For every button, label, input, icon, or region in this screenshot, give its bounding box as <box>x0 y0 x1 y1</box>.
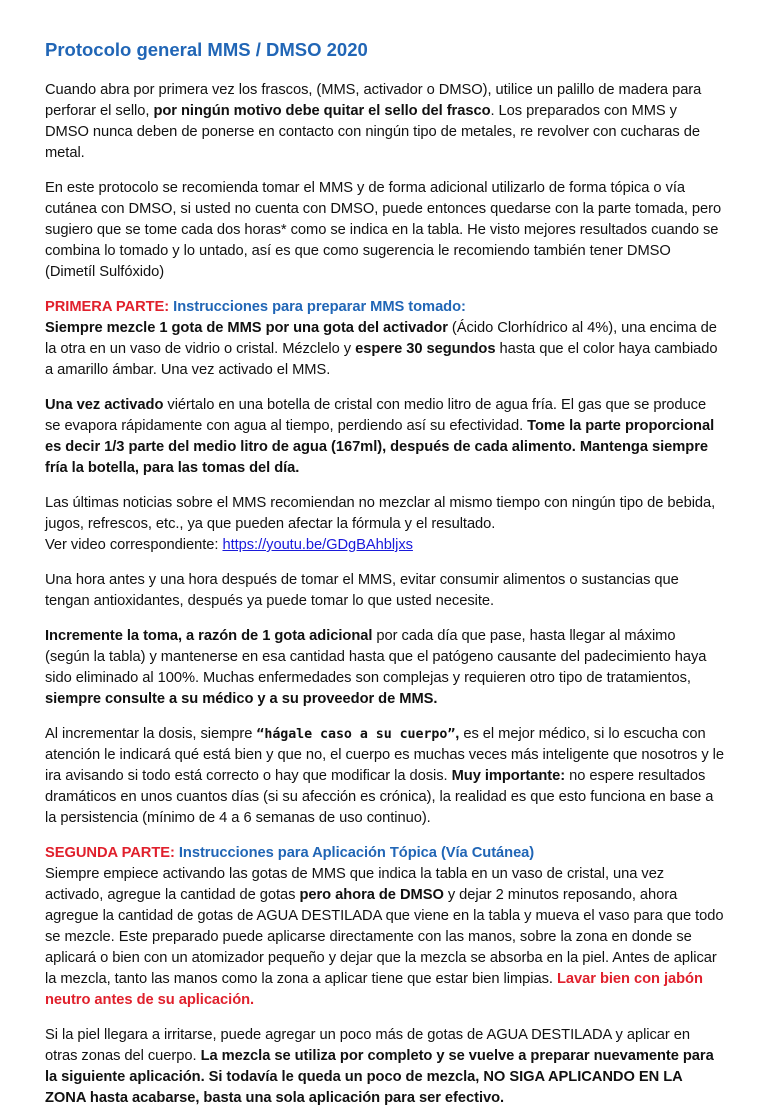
bold-text: Una vez activado <box>45 397 164 413</box>
video-link[interactable]: https://youtu.be/GDgBAhbljxs <box>222 537 413 553</box>
paragraph-mix-instructions <box>45 318 724 381</box>
text: Cuando abra por primera vez los frascos, (MMS, activador o DMSO), utilice un palillo de madera para perforar el sello, <box>45 82 702 119</box>
bold-text: Tome la parte proporcional es decir 1/3 parte del medio litro de agua (167ml), después de cada alimento. Mantenga siempre fría la botella, para las tomas del día. <box>45 418 715 476</box>
bold-text: pero ahora de DMSO <box>299 887 444 903</box>
warning-text: Lavar bien con jabón neutro antes de su aplicación. <box>45 971 703 1008</box>
paragraph-antioxidants <box>45 570 724 612</box>
text: (Ácido Clorhídrico al 4%), una encima de la otra en un vaso de vidrio o cristal. Mézclelo y <box>45 320 717 357</box>
bold-text: Siempre mezcle 1 gota de MMS por una gota del activador <box>45 320 448 336</box>
text: Al incrementar la dosis, siempre <box>45 726 257 742</box>
section-heading-part-one <box>45 297 724 318</box>
paragraph-latest-news <box>45 493 724 556</box>
text: Siempre empiece activando las gotas de MMS que indica la tabla en un vaso de cristal, una vez activado, agregue la cantidad de gotas <box>45 866 665 903</box>
paragraph-opening-bottles <box>45 80 724 164</box>
paragraph-increase-dose <box>45 626 724 710</box>
section-heading-part-two <box>45 843 724 864</box>
text: es el mejor médico, si lo escucha con atención le indicará qué está bien y que no, el cuerpo es muchas veces más inteligente que nosotros y le ira avisando si todo está correcto o hay que modificar la dosis. <box>45 726 725 784</box>
text: viértalo en una botella de cristal con medio litro de agua fría. El gas que se produce se evapora rápidamente con agua al tiempo, perdiendo así su efectividad. <box>45 397 707 434</box>
text: y dejar 2 minutos reposando, ahora agregue la cantidad de gotas de AGUA DESTILADA que viene en la tabla y mueva el vaso para que todo se mezcle. Este preparado puede aplicarse directamente con las manos, sobre la zona en donde se aplicará o bien con un atomizador pequeño y dejar que la mezcla se absorba en la piel. Antes de aplicar la mezcla, tanto las manos como la zona a aplicar tiene que estar bien limpias. <box>45 887 724 987</box>
part-one-label: PRIMERA PARTE: <box>45 299 170 315</box>
part-one-heading: Instrucciones para preparar MMS tomado: <box>169 299 466 315</box>
paragraph-topical-application <box>45 864 724 1011</box>
text: Las últimas noticias sobre el MMS recomiendan no mezclar al mismo tiempo con ningún tipo de bebida, jugos, refrescos, etc., ya que pueden afectar la fórmula y el resultado. <box>45 495 716 532</box>
paragraph-listen-body <box>45 724 724 829</box>
part-two-heading: Instrucciones para Aplicación Tópica (Vía Cutánea) <box>174 845 535 861</box>
bold-text: , <box>455 726 460 742</box>
text: . Los preparados con MMS y DMSO nunca deben de ponerse en contacto con ningún tipo de metales, re revolver con cucharas de metal. <box>45 103 700 161</box>
bold-text: La mezcla se utiliza por completo y se vuelve a preparar nuevamente para la siguiente aplicación. Si todavía le queda un poco de mezcla, NO SIGA APLICANDO EN LA ZONA hasta acabarse, basta una sola aplicación para ser efectivo. <box>45 1048 714 1106</box>
part-two-label: SEGUNDA PARTE: <box>45 845 175 861</box>
text: Una hora antes y una hora después de tomar el MMS, evitar consumir alimentos o sustancias que tengan antioxidantes, después ya puede tomar lo que usted necesite. <box>45 572 679 609</box>
quote-text: “hágale caso a su cuerpo” <box>256 727 456 742</box>
text: Si la piel llegara a irritarse, puede agregar un poco más de gotas de AGUA DESTILADA y aplicar en otras zonas del cuerpo. <box>45 1027 691 1064</box>
bold-text: Incremente la toma, a razón de 1 gota adicional <box>45 628 373 644</box>
bold-text: Muy importante: <box>451 768 566 784</box>
video-label: Ver video correspondiente: <box>45 537 223 553</box>
paragraph-skin-irritation <box>45 1025 724 1109</box>
text: por cada día que pase, hasta llegar al máximo (según la tabla) y mantenerse en esa cantidad hasta que el patógeno causante del padecimiento haya sido eliminado al 100%. Muchas enfermedades son complejas y requieren otro tipo de tratamientos, <box>45 628 707 686</box>
paragraph-protocol-intro <box>45 178 724 283</box>
bold-text: siempre consulte a su médico y a su proveedor de MMS. <box>45 691 438 707</box>
text: En este protocolo se recomienda tomar el MMS y de forma adicional utilizarlo de forma tópica o vía cutánea con DMSO, si usted no cuenta con DMSO, puede entonces quedarse con la parte tomada, pero sugiero que se tome cada dos horas* como se indica en la tabla. He visto mejores resultados cuando se combina lo tomado y lo untado, así es que como sugerencia le recomiendo también tener DMSO (Dimetíl Sulfóxido) <box>45 180 722 280</box>
text: hasta que el color haya cambiado a amarillo ámbar. Una vez activado el MMS. <box>45 341 718 378</box>
bold-text: espere 30 segundos <box>355 341 496 357</box>
page-title: Protocolo general MMS / DMSO 2020 <box>45 39 368 60</box>
text: no espere resultados dramáticos en unos cuantos días (si su afección es crónica), la realidad es que esto funciona en base a la persistencia (mínimo de 4 a 6 semanas de uso continuo). <box>45 768 714 826</box>
bold-text: por ningún motivo debe quitar el sello del frasco <box>153 103 491 119</box>
paragraph-once-activated <box>45 395 724 479</box>
